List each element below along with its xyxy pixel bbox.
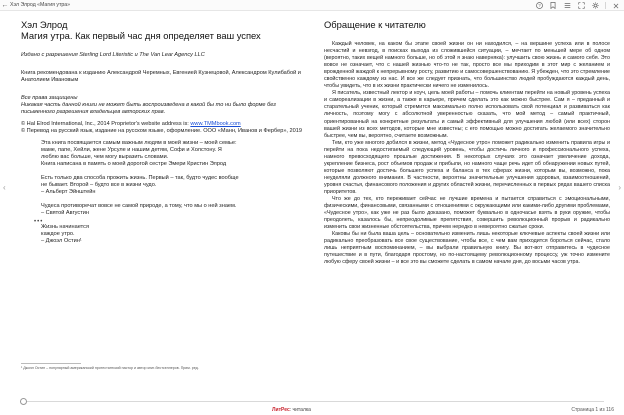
epigraph-author: – Джоэл Остин¹ <box>41 238 82 244</box>
epigraph-osteen <box>41 224 241 245</box>
copyright-original <box>21 121 310 128</box>
section-dots: ••• <box>34 219 44 225</box>
settings-icon[interactable] <box>591 2 599 10</box>
website-link[interactable]: www.TMMbook.com <box>190 121 241 127</box>
paragraph: Я писатель, известный лектор и коуч, цель моей работы – помочь клиентам перейти на новый уровень успеха и самореализации в жизни, а также в карьере, причем сделать это как можно быстрее. Сам я – преданный и старательный ученик, который стремится максимально полно использовать свой потенциал и развиваться как личность, поэтому могу с абсолютной уверенностью сказать, что мой метод – самый практичный, ориентированный на конкретные результаты и самый эффективный для улучшения любой (или всех) сторон вашей жизни из всех методов, которые мне известны; с его помощью можно достигать желаемого значительно быстрее, чем вы, вероятно, считаете возможным. <box>324 90 610 139</box>
paragraph: Что же до тех, кто переживает сейчас не лучшие времена и пытается справиться с эмоциональными, физическими, финансовыми, связанными с отношениями с окружающими или какими-либо другими проблемами, «Чудесное утро», как уже не раз было доказано, поможет буквально в одночасье взять в руки оружие, чтобы преодолеть, казалось бы, непреодолимые препятствия, совершить революционный прорыв и радикально изменить свои жизненные обстоятельства, причем нередко в невероятно сжатые сроки. <box>324 196 610 231</box>
epigraph-author: – Святой Августин <box>41 210 89 216</box>
dedication-memorial: Книга написана в память о моей дорогой сестре Эмери Кристин Элрод <box>41 161 227 167</box>
copyright-prefix: © Hal Elrod International, Inc., 2014 Proprietor's website address is: <box>21 121 191 127</box>
list-icon[interactable] <box>563 2 571 10</box>
epigraph-augustine <box>41 203 241 217</box>
epigraph-text: Жизнь начинается каждое утро. <box>41 224 89 237</box>
book-title: Магия утра. Как первый час дня определяет ваш успех <box>21 30 261 41</box>
epigraph-text: Чудеса противоречат вовсе не самой природе, а тому, что мы о ней знаем. <box>41 203 237 209</box>
chevron-left-icon[interactable]: ‹ <box>3 183 6 192</box>
book-author: Хэл Элрод <box>21 19 68 30</box>
footnote-divider <box>21 363 81 364</box>
footnote: ¹ Джоэл Остин – популярный американский протестантский пастор и автор книг-бестселлеров. Прим. ред. <box>21 366 199 370</box>
paragraph: Каждый человек, на каком бы этапе своей жизни он ни находился, – на вершине успеха или в полосе несчастий и невзгод, в поисках выхода из сложившейся ситуации, – мечтает по меньшей мере об одном (вероятно, таких вещей намного больше, но об этой я знаю наверняка): улучшить свою жизнь и самого себя. Это вовсе не означает, что с нашей жизнью что-то не так, просто все мы приходим в этот мир с желанием и врожденной жаждой к непрерывному росту, развитию и самосовершенствованию. Я убежден, что это стремление свойственно каждому из нас. И все же следует признать, что большинство людей пробуждаются каждый день, чтобы увидеть, что в их жизни практически ничего не изменилось. <box>324 41 610 90</box>
left-page <box>21 19 310 379</box>
brand-logo <box>272 407 311 413</box>
rights-heading: Все права защищены <box>21 95 78 101</box>
right-page <box>324 19 610 379</box>
permission-note: Издано с разрешения Sterling Lord Literistic и The Van Lear Agency LLC <box>21 52 205 58</box>
epigraph-author: – Альберт Эйнштейн <box>41 189 96 195</box>
rights-text: Никакая часть данной книги не может быть воспроизведена в какой бы то ни было форме без письменного разрешения владельцев авторских прав. <box>21 102 276 115</box>
epigraph-text: Есть только два способа прожить жизнь. Первый – так, будто чудес вообще не бывает. Второй – будто все в жизни чудо. <box>41 175 239 188</box>
paragraph: Тем, кто уже многого добился в жизни, метод «Чудесное утро» поможет радикально изменить правила игры и перейти на пока недостигаемый следующий уровень, чтобы достичь личного и профессионального успеха, намного превосходящего прошлые достижения. В некоторых случаях это означает увеличение дохода, укрепление бизнеса, рост объемов продаж и прибыли, но намного чаще речь идет об обнаружении новых путей, которые позволяют достичь большего успеха и баланса в тех сферах жизни, которым вы, возможно, пока неуделяли должного внимания. В частности, вероятны значительные улучшения здоровья, взаимоотношений, уровня счастья, финансового положения и других областей жизни, перечисленных в первых рядах вашего списка приоритетов. <box>324 139 610 195</box>
chevron-right-icon[interactable]: › <box>618 183 621 192</box>
reading-progress-bar[interactable] <box>20 401 604 402</box>
help-icon[interactable] <box>535 2 543 10</box>
recommendation-note: Книга рекомендована к изданию Александрой Черемных, Евгенией Кузнецовой, Александром Кулибабой и Анатолием Ивановым <box>21 70 301 83</box>
titlebar-toolbar <box>535 0 620 11</box>
chapter-title: Обращение к читателю <box>324 19 426 30</box>
title-bar <box>0 0 624 11</box>
copyright-translation: © Перевод на русский язык, издание на русском языке, оформление. ООО «Манн, Иванов и Фербер», 2019 <box>21 128 302 134</box>
page-counter: Страница 1 из 116 <box>571 407 614 413</box>
back-arrow-icon[interactable]: ← <box>1 1 9 9</box>
window-title: Хэл Элрод «Магия утра» <box>10 2 70 8</box>
brand-name: ЛитРес <box>272 407 290 413</box>
brand-suffix: : читалка <box>289 407 311 413</box>
dedication: Эта книга посвящается самым важным людям в моей жизни – моей семье: маме, папе, Хейли, жене Урсуле и нашим детям, Софи и Холстону. Я люблю вас больше, чем могу выразить словами. <box>41 140 237 160</box>
toolbar-divider <box>605 2 606 9</box>
paragraph: Каковы бы ни была ваша цель – основательно изменить лишь некоторые ключевые аспекты своей жизни или радикально преобразовать все свое существование, чтобы все, с чем вам приходится бороться сейчас, стало лишь неприятным воспоминанием, – вы выбрали правильную книгу. Вы вот-вот отправитесь в чудесное путешествие и в пути, благодаря простому, но по-настоящему революционному процессу, уж точно измените любую сферу своей жизни – и все это вы сможете сделать в самом начале дня, до восьми часов утра. <box>324 231 610 266</box>
bookmark-icon[interactable] <box>549 2 557 10</box>
svg-text:?: ? <box>537 3 541 9</box>
close-icon[interactable] <box>612 2 620 10</box>
progress-slider-thumb[interactable] <box>20 398 27 405</box>
fullscreen-icon[interactable] <box>577 2 585 10</box>
epigraph-einstein <box>41 175 241 196</box>
